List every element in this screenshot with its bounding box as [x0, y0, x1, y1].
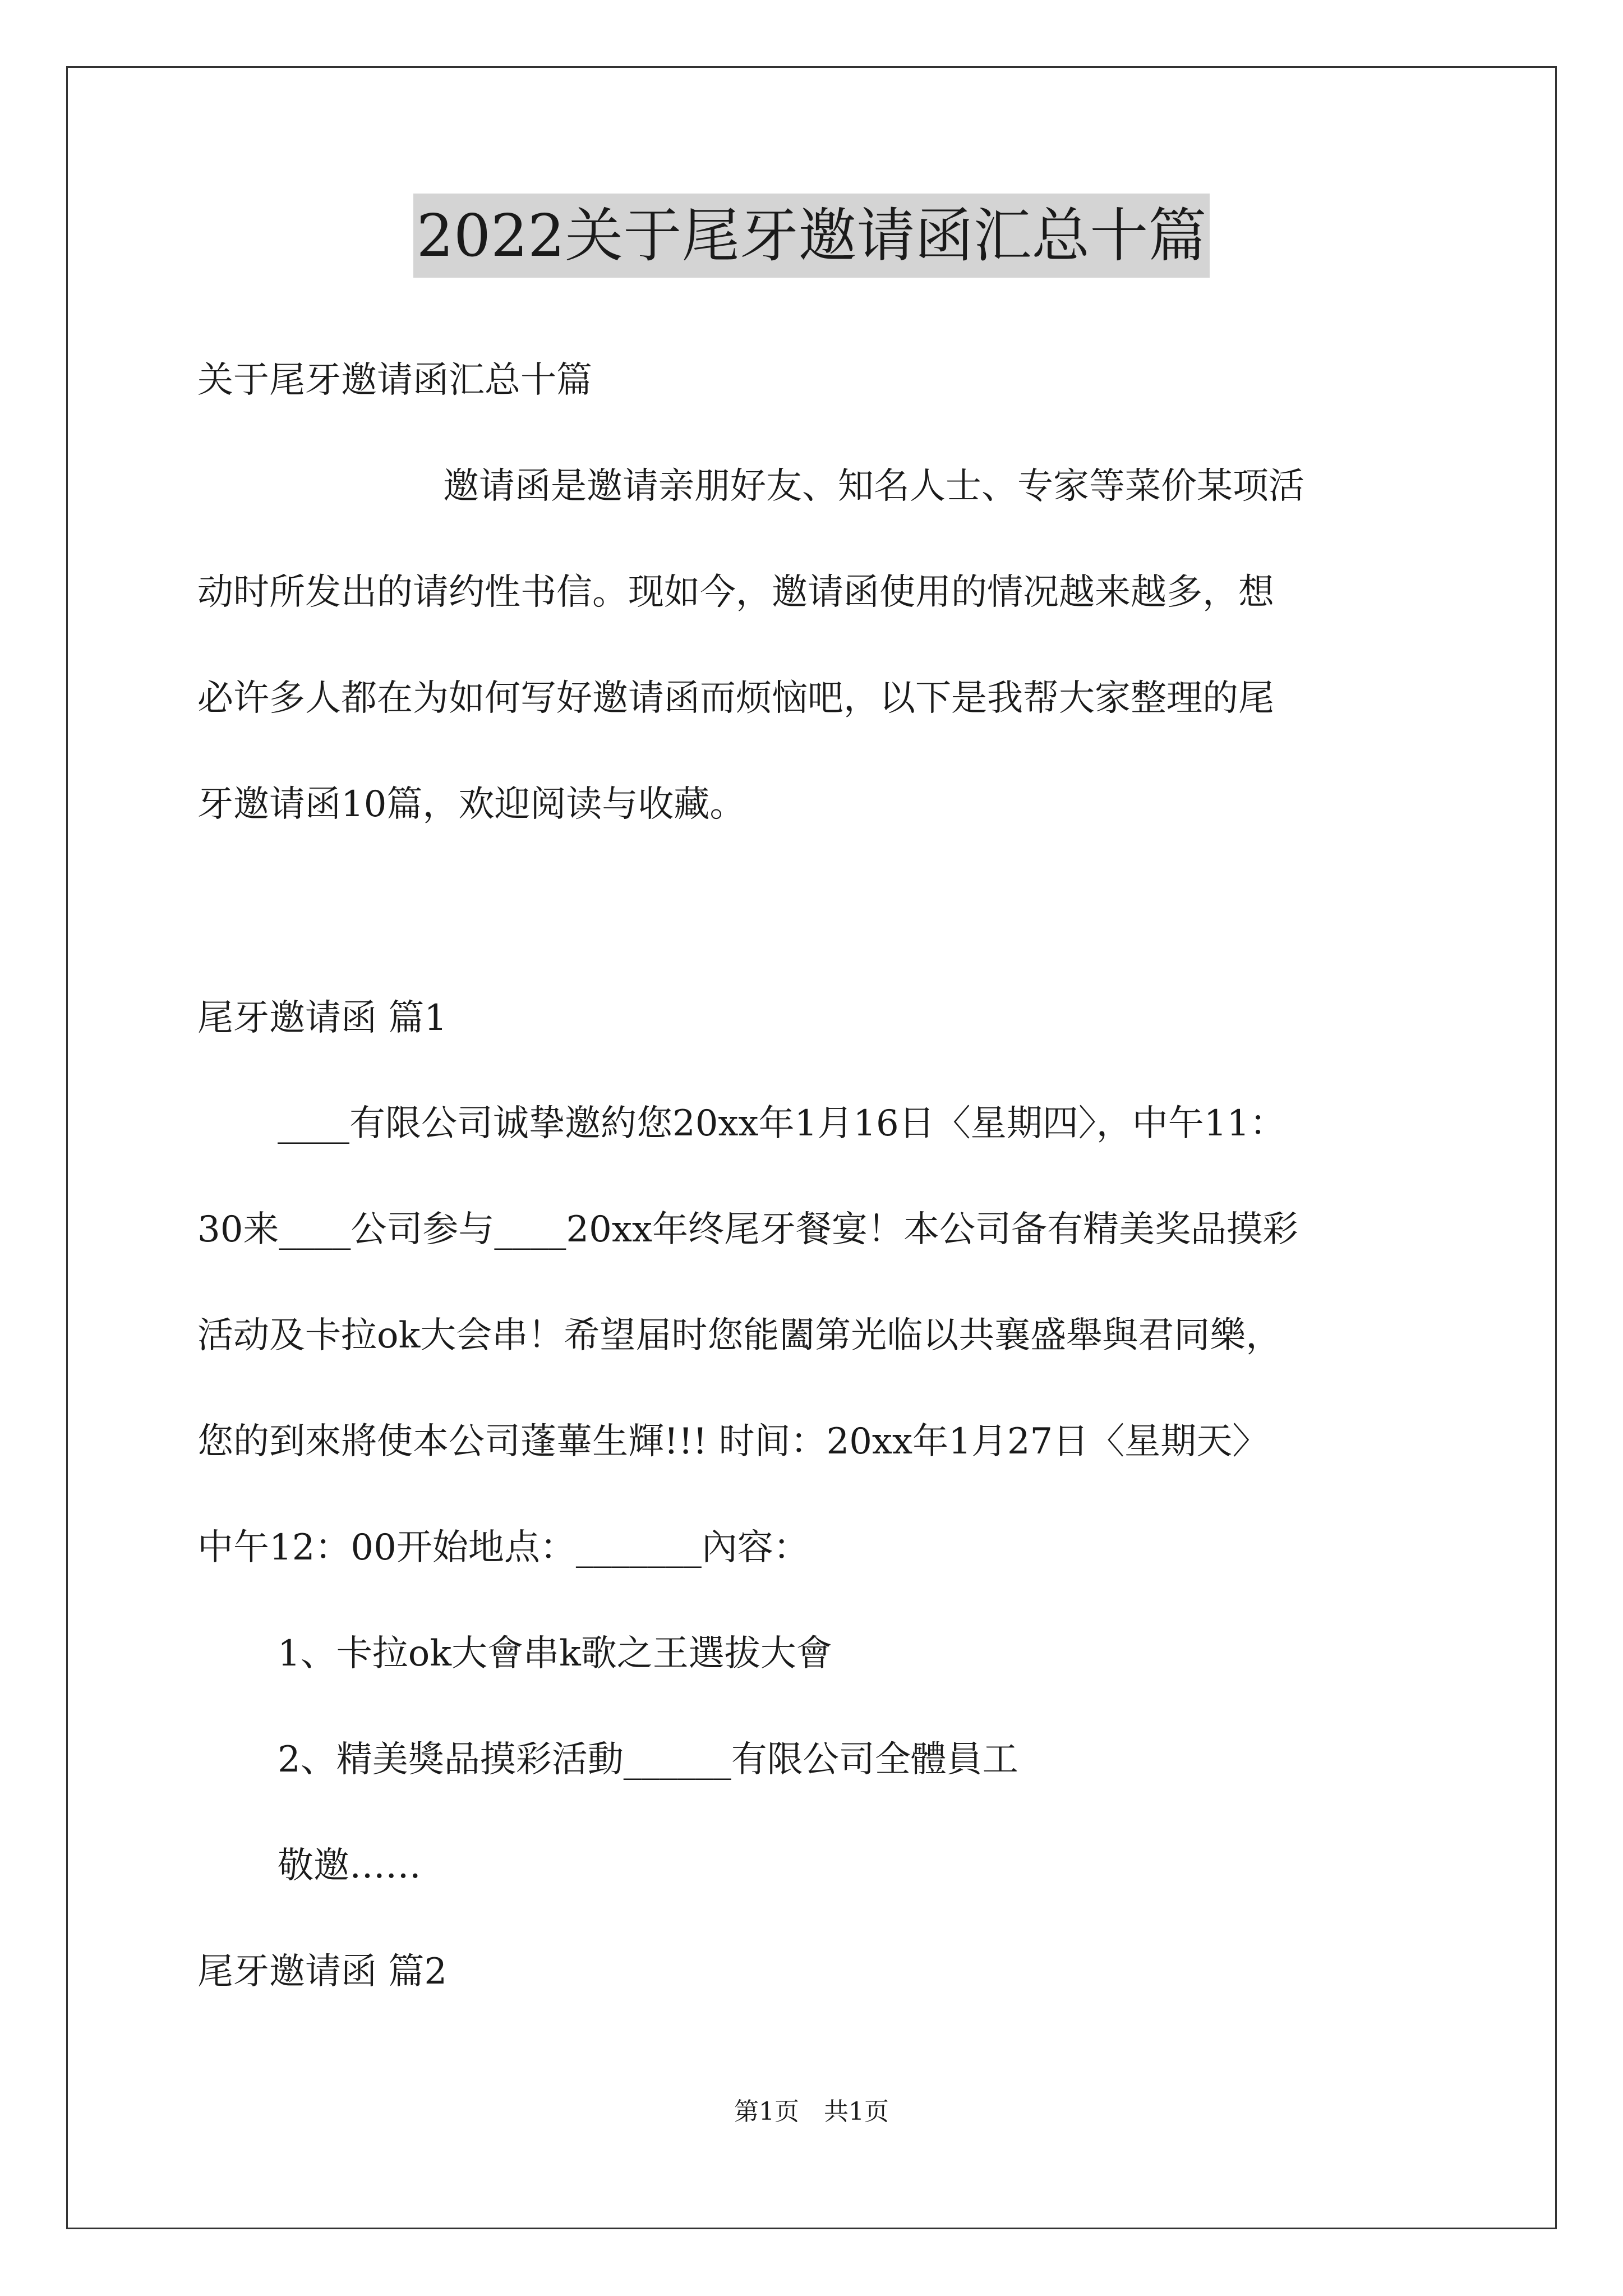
section-1-line-2: 30来____公司参与____20xx年终尾牙餐宴！本公司备有精美奖品摸彩 [197, 1209, 1299, 1250]
section-1-line-1: ____有限公司诚挚邀約您20xx年1月16日〈星期四〉，中午11： [278, 1103, 1286, 1144]
intro-line-1: 邀请函是邀请亲朋好友、知名人士、专家等菜价某项活 [443, 466, 1304, 507]
section-1-line-5: 中午12：00开始地点：_______內容： [197, 1527, 809, 1568]
section-1-closing: 敬邀…… [278, 1845, 421, 1887]
page-footer: 第1页 共1页 [734, 2097, 889, 2126]
document-title: 2022关于尾牙邀请函汇总十篇 [413, 194, 1210, 278]
section-2-heading: 尾牙邀请函 篇2 [197, 1951, 448, 1993]
section-1-line-4: 您的到來將使本公司蓬蓽生輝!!! 时间：20xx年1月27日〈星期天〉 [197, 1421, 1269, 1462]
section-1-heading: 尾牙邀请函 篇1 [197, 997, 448, 1039]
section-1-line-3: 活动及卡拉ok大会串！希望届时您能闔第光临以共襄盛舉與君同樂， [197, 1315, 1282, 1356]
document-subtitle: 关于尾牙邀请函汇总十篇 [197, 360, 592, 401]
title-wrap [0, 194, 1623, 278]
intro-line-4: 牙邀请函10篇，欢迎阅读与收藏。 [197, 784, 746, 825]
section-1-item-2: 2、精美獎品摸彩活動______有限公司全體員工 [278, 1739, 1018, 1780]
intro-line-3: 必许多人都在为如何写好邀请函而烦恼吧，以下是我帮大家整理的尾 [197, 678, 1274, 719]
section-1-item-1: 1、卡拉ok大會串k歌之王選拔大會 [278, 1633, 832, 1674]
intro-line-2: 动时所发出的请约性书信。现如今，邀请函使用的情况越来越多，想 [197, 572, 1274, 613]
